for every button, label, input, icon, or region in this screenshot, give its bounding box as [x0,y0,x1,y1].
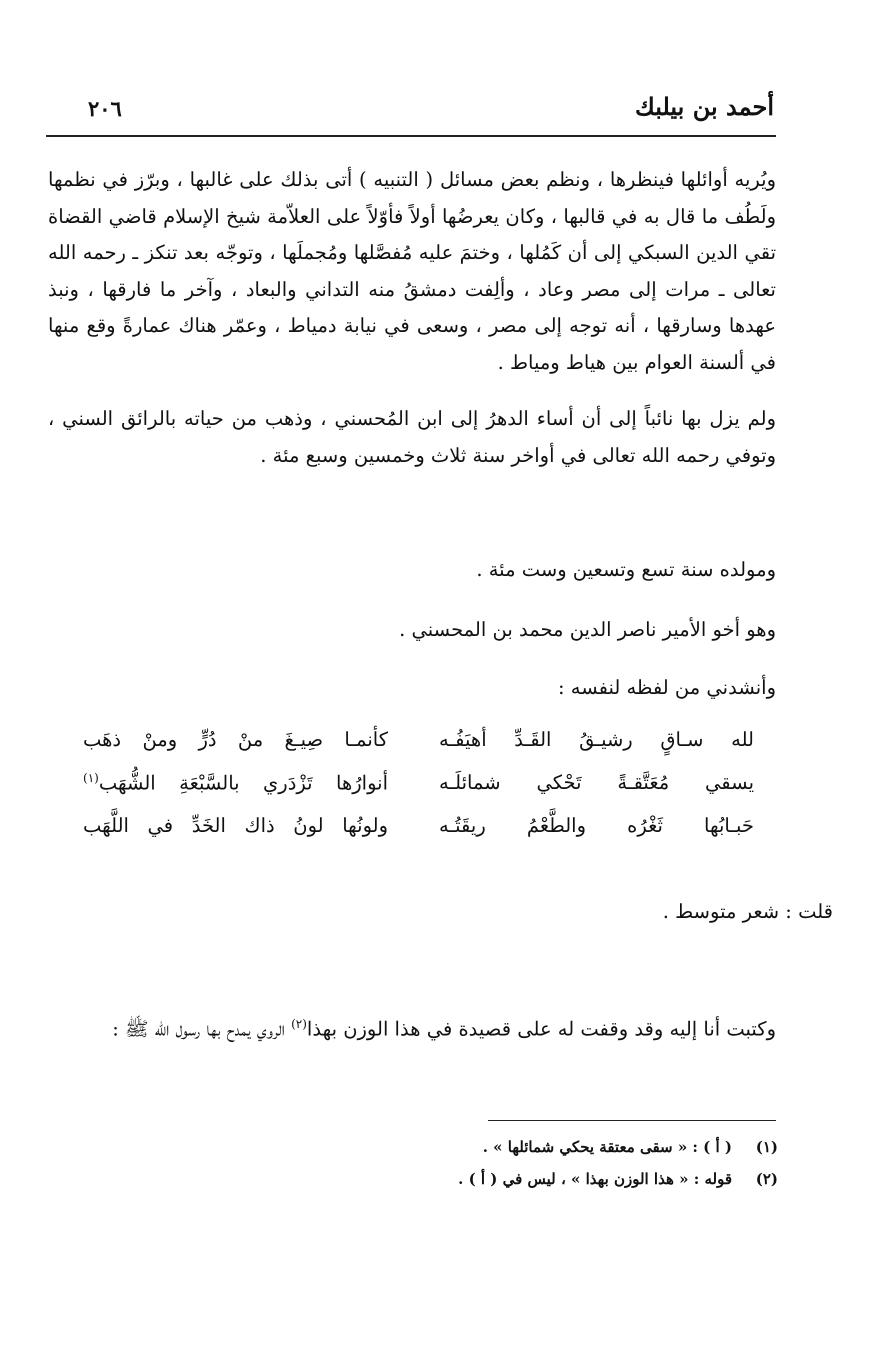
paragraph-recited: وأنشدني من لفظه لنفسه : [557,676,776,699]
footnote-divider [488,1120,776,1121]
verse-second-hemistich: كأنمـا صِيـغَ منْ دُرٍّ ومنْ ذهَب [83,728,388,751]
running-title: أحمد بن بيلبك [635,92,774,121]
verse-first-hemistich: لله سـاقٍ رشيـقُ القَـدِّ أهيَفُـه [439,728,754,751]
verse-first-hemistich: يسقي مُعَتَّقـةً تَحْكي شمائلَـه [439,771,754,794]
footnote-number: (١) [755,1138,778,1156]
footnote [300,1138,778,1170]
page-number: ٢٠٦ [88,96,122,121]
paragraph-birth: ومولده سنة تسع وتسعين وست مئة . [476,558,776,581]
poem [80,728,776,857]
paragraph-comment: قلت : شعر متوسط . [662,899,833,923]
footnotes [300,1138,778,1202]
paragraph-biography: ويُريه أوائلها فينظرها ، ونظم بعض مسائل ( التنبيه ) أتى بذلك على غالبها ، وبرّز في نظمها ولَطُف ما قال به في قالبها ، وكان يعرضُها أولاً فأوّلاً على العلاّمة شيخ الإسلام قاضي القضاة تقي الدين السبكي إلى أن كَمُلها ، وختمَ عليه مُفصَّلها ومُجملَها ، وتوجّه بعد تنكز ـ رحمه الله تعالى ـ مرات إلى مصر وعاد ، وألِفت دمشقُ منه التداني والبعاد ، وآخر ما فارقها ، ونبذ عهدها وسارقها ، أنه توجه إلى مصر ، وسعى في نيابة دمياط ، وعمّر هناك عمارةً وقع منها في ألسنة العوام بين هياط ومياط . [48,168,776,374]
verse-first-hemistich: حَبـابُها ثَغْرُه والطَّعْمُ ريقَتُـه [439,814,754,837]
footnote-text: ( أ ) : « سقى معتقة يحكي شمائلها » . [482,1138,732,1156]
wrote-text-end: الروي يمدح بها رسول الله ﷺ : [112,1017,292,1040]
wrote-text-start: وكتبت أنا إليه وقد وقفت له على قصيدة في هذا الوزن بهذا [306,1017,776,1040]
footnote-number: (٢) [755,1170,778,1188]
verse-second-hemistich: ولونُها لونُ ذاك الخَدِّ في اللَّهَب [83,814,388,837]
footnote-mark: (٢) [291,1016,307,1031]
footnote [300,1170,778,1202]
footnote-text: قوله : « هذا الوزن بهذا » ، ليس في ( أ ) . [458,1170,732,1188]
poem-verse [80,728,776,771]
verse-second-hemistich-text: أنوارُها تَزْدَري بالسَّبْعَةِ الشُّهَب [98,771,388,795]
footnote-mark: (١) [83,771,99,785]
body-text [48,162,776,699]
paragraph-death: ولم يزل بها نائباً إلى أن أساء الدهرُ إلى ابن المُحسني ، وذهب من حياته بالرائق السني ، وتوفي رحمه الله تعالى في أواخر سنة ثلاث وخمسين وسبع مئة . [48,407,776,467]
header-divider [46,135,776,137]
verse-second-hemistich [83,771,388,795]
paragraph-brother: وهو أخو الأمير ناصر الدين محمد بن المحسني . [399,618,776,641]
page-header [46,86,774,134]
paragraph-wrote [48,1004,776,1050]
poem-verse [80,771,776,814]
poem-verse [80,814,776,857]
